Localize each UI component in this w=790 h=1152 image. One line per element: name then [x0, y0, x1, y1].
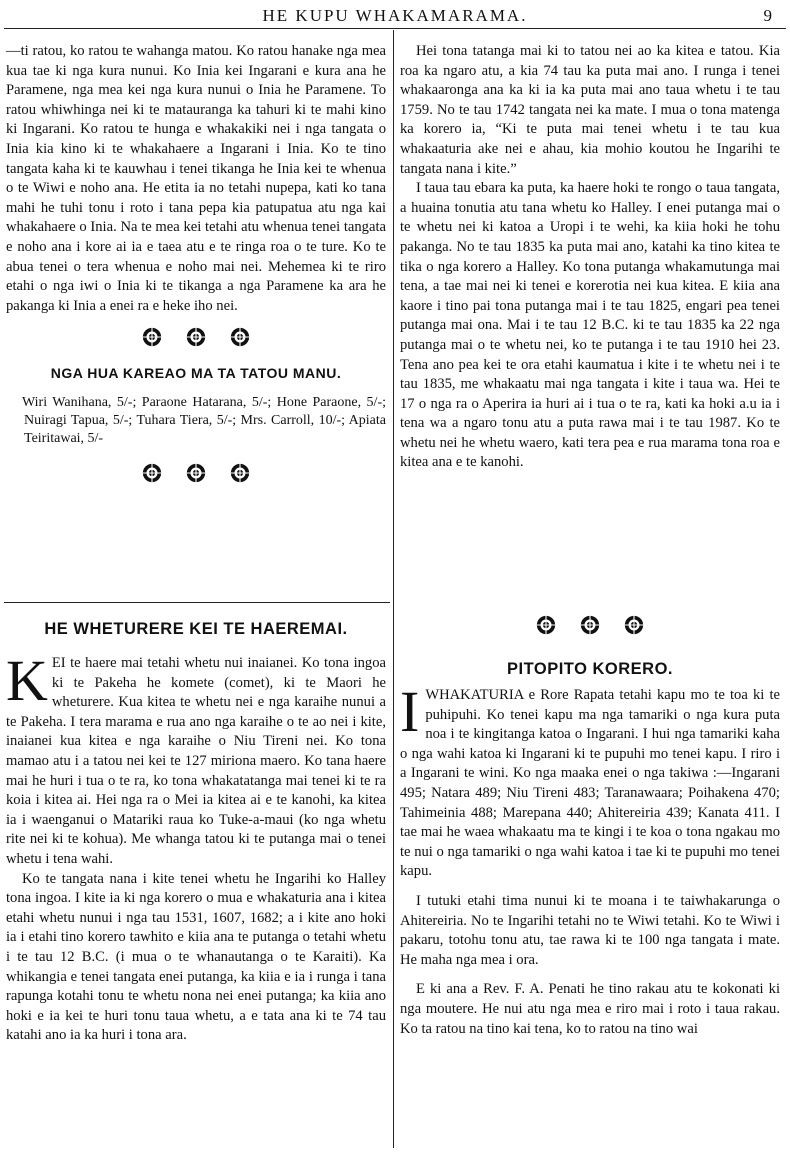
- ornament-row: [400, 612, 780, 638]
- ornament-row: [6, 324, 386, 350]
- flower-ornament-icon: [229, 462, 251, 484]
- flower-ornament-icon: [185, 326, 207, 348]
- flower-ornament-icon: [141, 326, 163, 348]
- dropcap: K: [6, 648, 48, 713]
- column-divider: [393, 30, 394, 1148]
- page-header: [0, 4, 790, 26]
- comet-paragraph-1: EI te haere mai tetahi whetu nui inaianei. Ko tona ingoa ki te Pakeha he komete (comet), ki te Maori he wheturere. Kua kitea te whetu nei e nga karaihe nunui a te Pakeha. I tera marama e rua ano nga karaihe o te ao nei i kite, inaianei kua kitea e nga karaihe o Niu Tireni nei. Ko tona mamao atu i a tatou nei kei te 127 miriona maero. Ko tana haere mai he huri i tua o te ra, ko tona whakatatanga mai tenei ki te ra koia i kitea ai. Hei nga ra o Mei ia kitea ai e te kanohi, ka kitea ia i waenganui o Matariki raua ko Tuke-a-maui (ko nga whetu rite nei ki te kohua). Me whanga tatou ki te putanga mai o tenei whetu i tena wahi.: [6, 655, 386, 867]
- header-rule: [4, 28, 786, 29]
- flower-ornament-icon: [579, 614, 601, 636]
- news-heading: PITOPITO KORERO.: [507, 660, 673, 678]
- running-title: HE KUPU WHAKAMARAMA.: [262, 6, 528, 25]
- comet-cont-paragraph-1: Hei tona tatanga mai ki to tatou nei ao ka kitea e tatou. Kia roa ka ngaro atu, a kia 74 tau ka puta mai ano. I runga i tenei whakaaronga ana ka ki ia ka puta mai ano taua whetu i te tau 1759. No te tau 1742 tangata nei ka mate. I mua o tona matenga ka korero ia, “Ki te puta mai tenei whetu i te tau kua whakaaturia ake nei e ahau, kia mohio koutou he Ingarihi te tangata nana i kite.”: [400, 43, 780, 177]
- comet-paragraph-2: Ko te tangata nana i kite tenei whetu he Ingarihi ko Halley tona ingoa. I kite ia ki nga korero o mua e whakaturia ana i kitea etahi whetu nunui i nga tau 1531, 1607, 1682; a i kite ano hoki ia i etahi tino korero tawhito e kiia ana te putanga o tetahi whetu i te tau 12 B.C. (i mua o te whanautanga o te Karaiti). Ka whikangia e tenei tangata enei putanga, ka kiia e ia i runga i tana rapunga kotahi tonu te whetu nona nei enei putanga; ka kiia ano hoki e ia kei te huri tonu taua whetu, a e tata ana ki te 74 tau katahi ano ia ka huri i tona ara.: [6, 870, 386, 1044]
- comet-article: [6, 648, 386, 1046]
- news-paragraph-3: E ki ana a Rev. F. A. Penati he tino rakau atu te kokonati ki nga moutere. He nui atu nga mea e riro mai i roto i taua rakau. Ko ta ratou na tino kai tena, ko to ratou na tino wai: [400, 981, 780, 1037]
- ornament-row: [6, 460, 386, 486]
- dropcap: I: [400, 679, 420, 744]
- flower-ornament-icon: [623, 614, 645, 636]
- right-column-top: [400, 42, 780, 473]
- left-column-top: [6, 42, 386, 486]
- flower-ornament-icon: [535, 614, 557, 636]
- donations-list: Wiri Wanihana, 5/-; Paraone Hatarana, 5/-; Hone Paraone, 5/-; Nuiragi Tapua, 5/-; Tuhara Tiera, 5/-; Mrs. Carroll, 10/-; Apiata Teiritawai, 5/-: [22, 394, 386, 446]
- news-article: [400, 679, 780, 1039]
- news-paragraph-2: I tutuki etahi tima nunui ki te moana i te taiwhakarunga o Ahitereiria. No te Ingarihi tetahi no te Wiwi tetahi. Ko te Wiwi i pakaru, totohu tonu atu, tae rawa ki te 100 nga tangata i mate. He maha nga mea i ora.: [400, 892, 780, 968]
- comet-cont-paragraph-2: I taua tau ebara ka puta, ka haere hoki te rongo o taua tangata, a huaina tonutia atu tana whetu ko Halley. I enei putanga mai o te whetu nei ki katoa a Uropi i te wehi, ka kiia hoki he tohu pakanga. No te tau 1835 ka puta mai ano, katahi ka tino kitea te tika o nga korero a Halley. Ko tona putanga whakamutunga mai tena, a tae mai nei ki tenei e korerotia nei kua kitea. E kiia ana kaore i tino pai tona putanga mai i te tau 1825, engari pea tenei putanga mai ona. Mai i te tau 12 B.C. ki te tau 1835 ka 22 nga putanga mai o te whetu nei, ko te putanga i te tau 1910 hei 23. Tena ano pea kei te ora etahi kaumatua i kite i te whetu nei i te tau 1835, me whakaatu mai nga tangata i kite i taua wa. Hei te 17 o nga ra o Aperira ia huri ai i tua o te ra, kati ka hoki a.u ia i tena wa a ngaro tonu atu a puta rawa mai i te tau 1987. Ko te whetu nei he whetu waero, kati tera pea e rua marama tona roa e kitea ana e te kanohi.: [400, 180, 780, 471]
- flower-ornament-icon: [229, 326, 251, 348]
- flower-ornament-icon: [141, 462, 163, 484]
- page-number: 9: [763, 6, 772, 25]
- news-paragraph-1: WHAKATURIA e Rore Rapata tetahi kapu mo te toa ki te puhipuhi. Ko tenei kapu ma nga tamariki o nga kura puta noa i te kingitanga katoa o Ingarani. I hui nga tamariki kaha o nga wahi katoa ki Ingarani ki te pupuhi mo tenei kapu. I riro i a Ingarani te wini. Ko nga maaka enei o nga takiwa :—Ingarani 495; Natara 489; Niu Tireni 483; Taranawaara; Poihakena 470; Tahimeinia 488; Marepana 440; Ahitereiria 439; Kanata 411. I tae mai he waea whakaatu ma te kingi i te koa o tona ngakau mo te nui o nga tamariki o nga wahi katoa i tae ki te pupuhi mo tenei kapu.: [400, 687, 780, 880]
- donations-heading: NGA HUA KAREAO MA TA TATOU MANU.: [50, 365, 342, 382]
- comet-heading: HE WHETURERE KEI TE HAEREMAI.: [44, 620, 348, 638]
- continued-paragraph: —ti ratou, ko ratou te wahanga matou. Ko ratou hanake nga mea kua tae ki nga kura nunui. Ko Inia kei Ingarani e kura ana he Paramene, nga mea kei nga kura nunui o Inia he Paramene. To ratou whiwhinga nei ki te matauranga ka tahuri ki te mahi kino ki Ingarani. Ko ratou te hunga e whakakiki nei i nga tangata o Inia kia kino ki te whakahaere a Ingarani i Inia. Ko te tino tangata kaha ki te kauwhau i tenei tikanga he Inia kei te whenua o te Wiwi e noho ana. He etita ia no tetahi nupepa, kati ko tana mahi he tuhi tonu i roto i tana pepa kia patupatua atu nga kai whakahaere o Inia. Na te mea kei tetahi atu whenua tenei tangata e noho ana i kore ai ia e taea atu e te ringa roa o te ture. Ko te abua tenei o tera whenua e noho mai nei. Mehemea ki te riro etahi o nga iwi o Inia ki te tikanga a nga Paramene ka ara he pakanga ki Inia a enei ra e heke iho nei.: [6, 43, 386, 314]
- section-divider: [4, 602, 390, 603]
- flower-ornament-icon: [185, 462, 207, 484]
